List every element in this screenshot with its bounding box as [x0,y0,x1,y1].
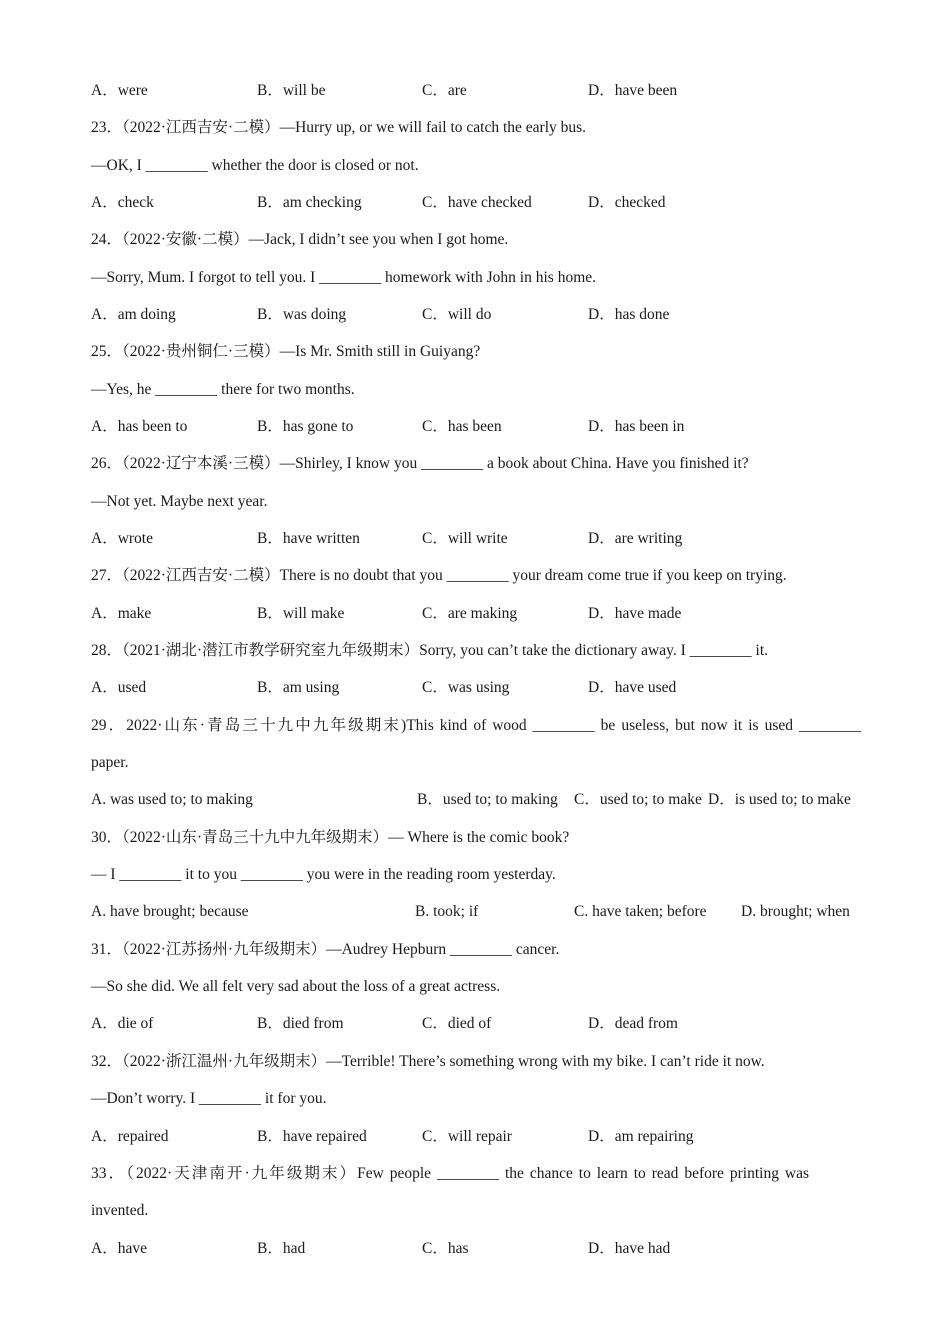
q29-options [91,789,861,811]
q27-stem: 27．（2022·江西吉安·二模）There is no doubt that you ________ your dream come true if you keep on trying. [91,567,787,584]
q26-option-d: D．are writing [588,530,683,547]
q24-reply: —Sorry, Mum. I forgot to tell you. I ________ homework with John in his home. [91,269,597,286]
q22-options [91,80,861,102]
q29-option-c: C．used to; to make [574,791,702,808]
q25-reply: —Yes, he ________ there for two months. [91,381,355,398]
q26-option-b: B．have written [257,530,360,547]
q24-option-b: B．was doing [257,306,347,323]
q32-option-c: C．will repair [422,1128,512,1145]
q24-option-c: C．will do [422,306,492,323]
q27-option-c: C．are making [422,605,518,622]
q26-option-a: A．wrote [91,530,153,547]
q23-option-a: A．check [91,194,154,211]
q32-option-b: B．have repaired [257,1128,367,1145]
q29-option-a: A. was used to; to making [91,791,253,808]
q29-stem: 29．2022·山东·青岛三十九中九年级期末)This kind of wood ________ be useless, but now it is used ________ [91,717,861,734]
q25-option-b: B．has gone to [257,418,354,435]
q32-option-d: D．am repairing [588,1128,694,1145]
q33-option-a: A．have [91,1240,147,1257]
q28-option-b: B．am using [257,679,340,696]
q28-option-a: A．used [91,679,147,696]
q33-option-b: B．had [257,1240,306,1257]
q27-option-a: A．make [91,605,152,622]
q28-option-d: D．have used [588,679,677,696]
q23-stem: 23．（2022·江西吉安·二模）—Hurry up, or we will fail to catch the early bus. [91,119,587,136]
q33-stem-continued: invented. [91,1202,149,1219]
q25-options [91,416,861,438]
q23-options [91,192,861,214]
q31-options [91,1013,861,1035]
q31-option-b: B．died from [257,1015,344,1032]
q24-options [91,304,861,326]
q30-stem: 30．（2022·山东·青岛三十九中九年级期末）— Where is the comic book? [91,829,570,846]
q30-option-d: D. brought; when [741,903,850,920]
q22-option-a: A．were [91,82,148,99]
q22-option-b: B．will be [257,82,326,99]
q32-option-a: A．repaired [91,1128,169,1145]
q27-option-b: B．will make [257,605,345,622]
q26-options [91,528,861,550]
q26-option-c: C．will write [422,530,508,547]
q22-option-d: D．have been [588,82,678,99]
q23-reply: —OK, I ________ whether the door is closed or not. [91,157,419,174]
q22-option-c: C．are [422,82,467,99]
q23-option-b: B．am checking [257,194,362,211]
q30-option-c: C. have taken; before [574,903,707,920]
q29-option-d: D．is used to; to make [708,791,851,808]
q24-stem: 24．（2022·安徽·二模）—Jack, I didn’t see you when I got home. [91,231,509,248]
q25-stem: 25．（2022·贵州铜仁·三模）—Is Mr. Smith still in Guiyang? [91,343,481,360]
q31-option-d: D．dead from [588,1015,678,1032]
q26-reply: —Not yet. Maybe next year. [91,493,268,510]
q33-stem: 33．（2022·天津南开·九年级期末）Few people ________ the chance to learn to read before printing was [91,1165,809,1182]
q31-reply: —So she did. We all felt very sad about the loss of a great actress. [91,978,501,995]
q25-option-a: A．has been to [91,418,188,435]
q28-options [91,677,861,699]
q33-option-d: D．have had [588,1240,671,1257]
q33-option-c: C．has [422,1240,469,1257]
q27-option-d: D．have made [588,605,682,622]
q24-option-a: A．am doing [91,306,176,323]
q32-reply: —Don’t worry. I ________ it for you. [91,1090,327,1107]
q32-options [91,1126,861,1148]
q31-stem: 31．（2022·江苏扬州·九年级期末）—Audrey Hepburn ________ cancer. [91,941,560,958]
q28-option-c: C．was using [422,679,510,696]
q26-stem: 26．（2022·辽宁本溪·三模）—Shirley, I know you ________ a book about China. Have you finished it? [91,455,749,472]
q23-option-c: C．have checked [422,194,532,211]
q28-stem: 28．（2021·湖北·潜江市教学研究室九年级期末）Sorry, you can’t take the dictionary away. I ________ it. [91,642,769,659]
q31-option-c: C．died of [422,1015,492,1032]
q23-option-d: D．checked [588,194,666,211]
q30-option-a: A. have brought; because [91,903,249,920]
q31-option-a: A．die of [91,1015,154,1032]
q25-option-c: C．has been [422,418,502,435]
q29-option-b: B．used to; to making [417,791,558,808]
q32-stem: 32．（2022·浙江温州·九年级期末）—Terrible! There’s something wrong with my bike. I can’t ride it now. [91,1053,765,1070]
q30-options [91,901,861,923]
q30-option-b: B. took; if [415,903,479,920]
q33-options [91,1238,861,1260]
q27-options [91,603,861,625]
q24-option-d: D．has done [588,306,670,323]
q30-reply: — I ________ it to you ________ you were in the reading room yesterday. [91,866,556,883]
q29-stem-continued: paper. [91,754,129,771]
q25-option-d: D．has been in [588,418,685,435]
